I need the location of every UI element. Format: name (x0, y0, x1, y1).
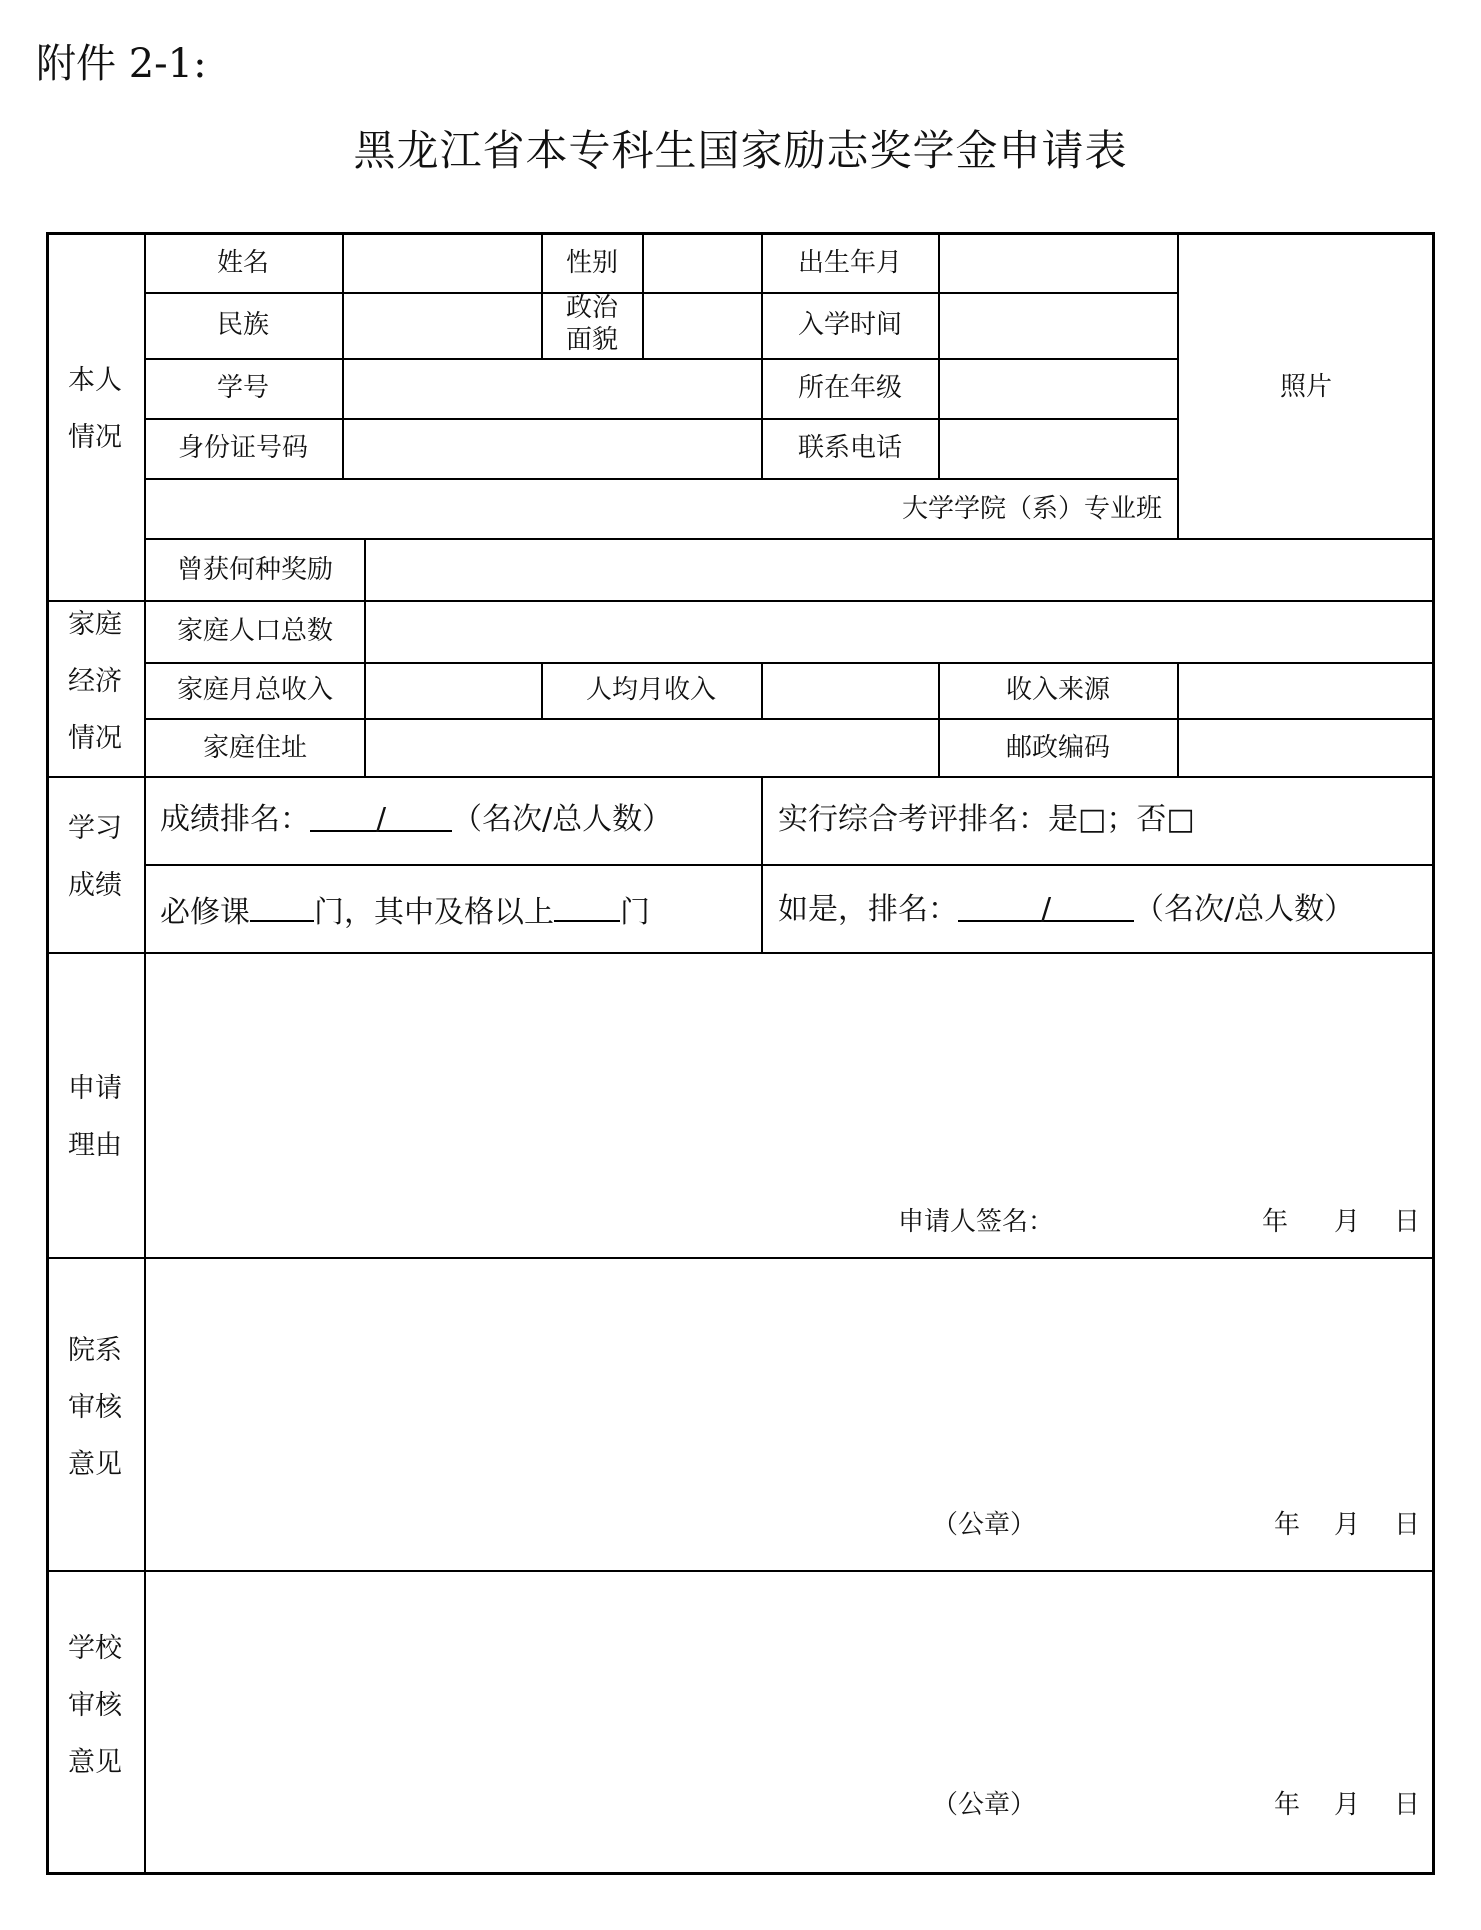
rule (46, 952, 1435, 954)
school-college-line: 大学学院（系）专业班 (901, 494, 1162, 524)
rule (145, 358, 1177, 360)
rule (46, 600, 1435, 602)
label-ethnicity: 民族 (216, 310, 270, 340)
section-char: 家庭 (68, 609, 122, 640)
section-char: 审核 (68, 1392, 122, 1423)
rule (145, 662, 1435, 664)
label-postcode: 邮政编码 (1005, 733, 1111, 763)
label-phone: 联系电话 (797, 433, 903, 463)
form-title: 黑龙江省本专科生国家励志奖学金申请表 (353, 126, 1128, 175)
passed-courses-blank[interactable] (554, 892, 620, 922)
annex-label: 附件 2-1: (36, 41, 207, 87)
rule (938, 232, 940, 480)
section-char: 经济 (68, 666, 122, 697)
section-char: 本人 (68, 365, 122, 396)
rule (145, 538, 1435, 540)
date-day: 日 (1394, 1790, 1421, 1820)
label-grade: 所在年级 (797, 373, 903, 403)
rule (642, 232, 644, 358)
rule (145, 418, 1177, 420)
rule (46, 1257, 1435, 1259)
rule (145, 718, 1435, 720)
section-reason (50, 1060, 140, 1174)
label-address: 家庭住址 (202, 733, 308, 763)
section-dept-review (50, 1322, 140, 1493)
section-char: 意见 (68, 1747, 122, 1778)
section-char: 理由 (68, 1130, 122, 1161)
rank-blank[interactable]: / (310, 802, 452, 832)
applicant-signature-label: 申请人签名： (898, 1207, 1055, 1237)
rule (1177, 232, 1179, 538)
rule (145, 478, 1177, 480)
section-char: 意见 (68, 1449, 122, 1480)
label-gender: 性别 (565, 248, 619, 278)
label-name: 姓名 (216, 248, 270, 278)
section-family (50, 596, 140, 767)
rule (761, 776, 763, 952)
label-per-capita-income: 人均月收入 (585, 675, 717, 705)
date-day: 日 (1394, 1207, 1421, 1237)
section-char: 情况 (68, 422, 122, 453)
label-political-line: 面貌 (565, 325, 619, 355)
label-political-line: 政治 (565, 293, 619, 323)
rank-line (160, 802, 672, 838)
photo-box-label: 照片 (1279, 372, 1333, 402)
label-income-source: 收入来源 (1005, 675, 1111, 705)
date-month: 月 (1334, 1790, 1361, 1820)
rule (761, 232, 763, 480)
rule (46, 776, 1435, 778)
rank-suffix: （名次/总人数） (452, 802, 673, 837)
rule (761, 662, 763, 718)
date-month: 月 (1334, 1207, 1361, 1237)
section-academic (50, 800, 140, 914)
eval-ranking-line[interactable]: 实行综合考评排名：是□；否□ (778, 802, 1195, 837)
courses-line: 必修课 门，其中及格以上 门 (160, 892, 650, 931)
rule (938, 662, 940, 776)
rule (541, 662, 543, 718)
date-month: 月 (1334, 1510, 1361, 1540)
label-student-id: 学号 (216, 373, 270, 403)
date-year: 年 (1274, 1790, 1301, 1820)
rule (46, 1570, 1435, 1572)
date-year: 年 (1262, 1207, 1289, 1237)
rule (144, 232, 146, 1875)
rule (342, 232, 344, 480)
section-char: 学校 (68, 1633, 122, 1664)
rule (145, 292, 1177, 294)
label-enroll-date: 入学时间 (797, 310, 903, 340)
label-political (566, 292, 618, 356)
date-day: 日 (1394, 1510, 1421, 1540)
section-char: 情况 (68, 723, 122, 754)
if-yes-rank-line: 如是，排名： / （名次/总人数） (778, 892, 1355, 927)
section-char: 院系 (68, 1335, 122, 1366)
date-year: 年 (1274, 1510, 1301, 1540)
school-seal-label: （公章） (932, 1790, 1037, 1820)
label-monthly-income: 家庭月总收入 (176, 675, 334, 705)
rank-label: 成绩排名： (160, 802, 310, 837)
section-char: 学习 (68, 813, 122, 844)
if-yes-rank-blank[interactable]: / (958, 892, 1134, 922)
section-char: 成绩 (68, 870, 122, 901)
rule (541, 232, 543, 358)
section-char: 审核 (68, 1690, 122, 1721)
label-id-number: 身份证号码 (177, 433, 309, 463)
label-birth: 出生年月 (797, 248, 903, 278)
rule (364, 538, 366, 776)
section-personal (50, 352, 140, 466)
label-household-size: 家庭人口总数 (176, 616, 334, 646)
rule (145, 864, 1435, 866)
label-awards: 曾获何种奖励 (176, 555, 334, 585)
rule (1177, 662, 1179, 776)
section-char: 申请 (68, 1073, 122, 1104)
dept-seal-label: （公章） (932, 1510, 1037, 1540)
section-school-review (50, 1620, 140, 1791)
required-courses-blank[interactable] (250, 892, 314, 922)
